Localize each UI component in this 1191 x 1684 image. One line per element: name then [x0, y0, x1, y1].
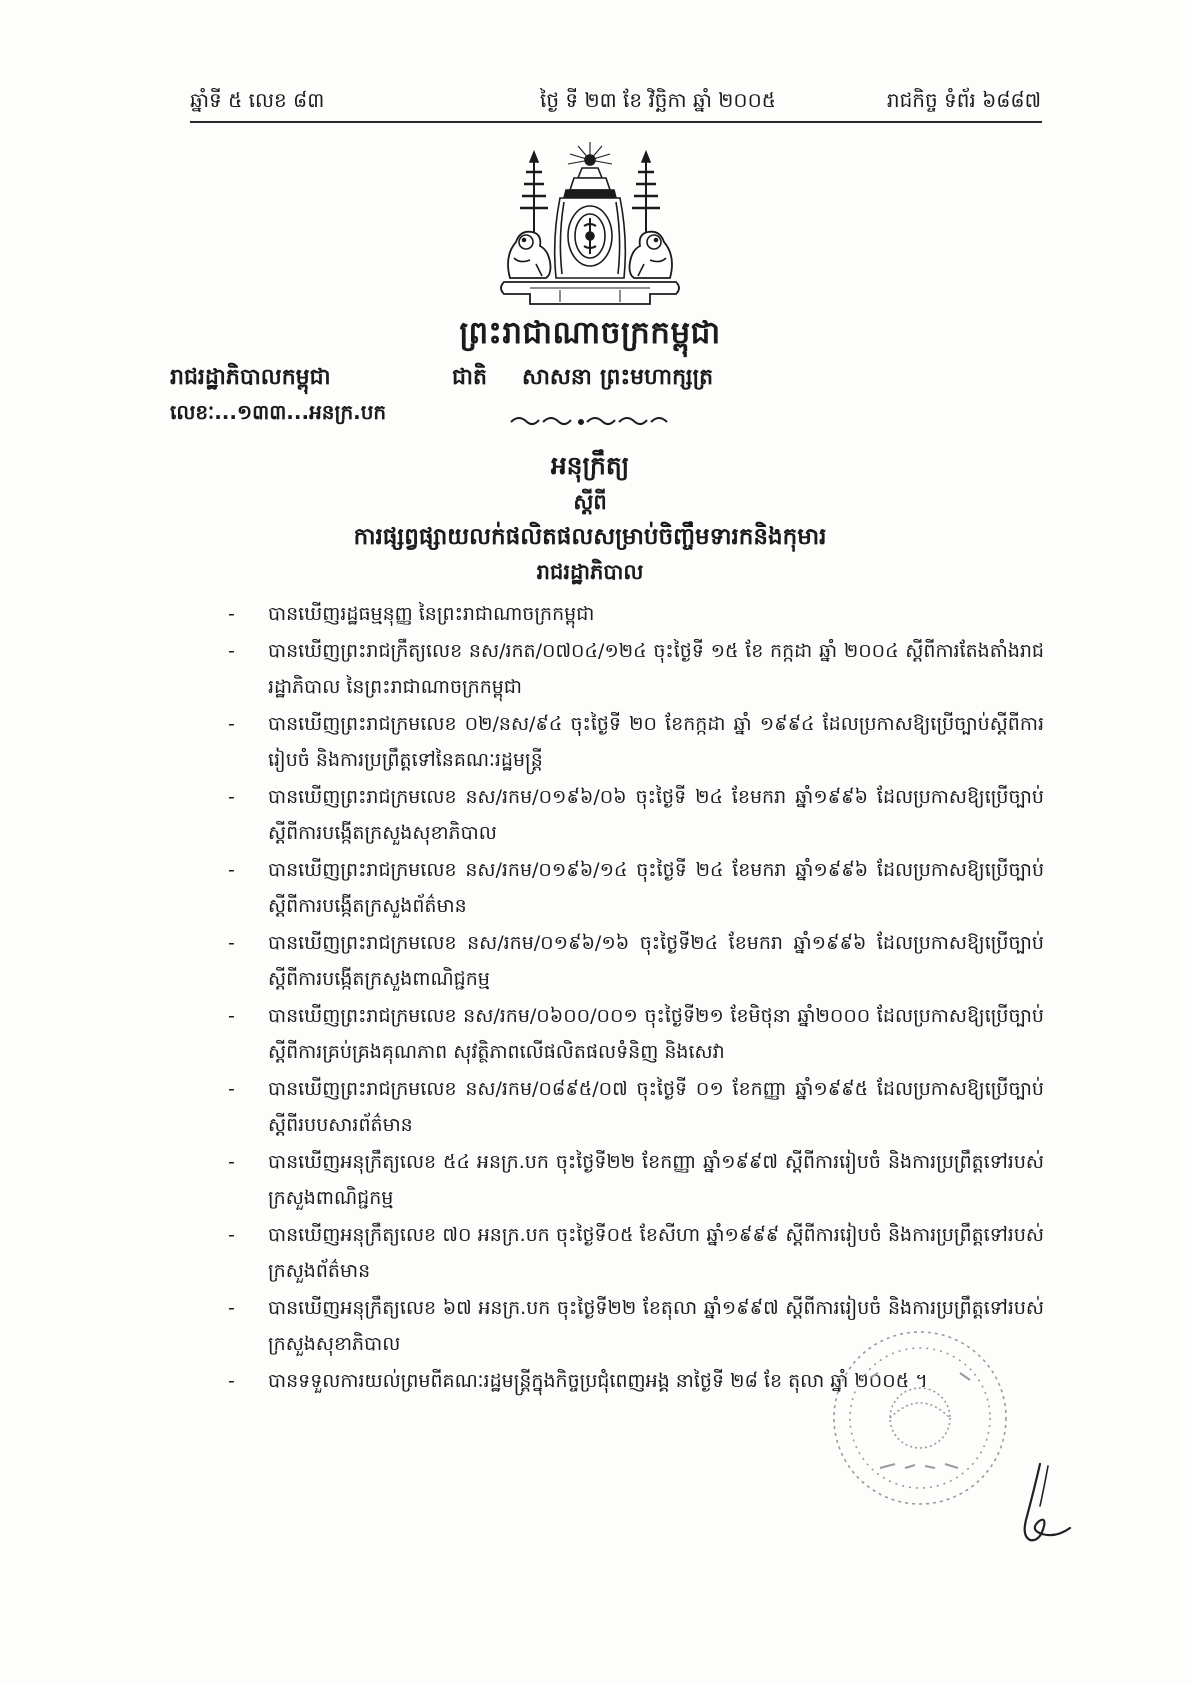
consideration-text: បានឃើញអនុក្រឹត្យលេខ ៥៤ អនក្រ.បក ចុះថ្ងៃទី២២ ខែកញ្ញា ឆ្នាំ១៩៩៧ ស្តីពីការរៀបចំ និងការប្រព្រឹត្តទៅរបស់ក្រសួងពាណិជ្ជកម្ម: [268, 1151, 1044, 1209]
motto-religion: សាសនា: [522, 365, 592, 390]
government-heading: រាជរដ្ឋាភិបាល: [536, 560, 644, 584]
list-item: [228, 1144, 1044, 1216]
list-item: [228, 779, 1044, 851]
consideration-text: បានឃើញព្រះរាជក្រមលេខ នស/រកម/០១៩៦/១៤ ចុះថ្ងៃទី ២៤ ខែមករា ឆ្នាំ១៩៩៦ ដែលប្រកាសឱ្យប្រើច្បាប់ស្តីពីការបង្កើតក្រសួងព័ត៌មាន: [268, 859, 1044, 917]
bullet-dash: -: [228, 932, 235, 954]
consideration-text: បានឃើញព្រះរាជក្រមលេខ នស/រកម/០៨៩៥/០៧ ចុះថ្ងៃទី ០១ ខែកញ្ញា ឆ្នាំ១៩៩៥ ដែលប្រកាសឱ្យប្រើច្បាប់ ស្តីពីរបបសារព័ត៌មាន: [268, 1078, 1044, 1136]
bullet-dash: -: [228, 1078, 235, 1100]
gazette-page-number: រាជកិច្ច ទំព័រ ៦៨៨៧: [886, 88, 1041, 112]
list-item: [228, 1217, 1044, 1289]
bullet-dash: -: [228, 1005, 235, 1027]
list-item: [228, 998, 1044, 1070]
handwritten-signature-icon: [1000, 1460, 1080, 1550]
kingdom-title: ព្រះរាជាណាចក្រកម្ពុជា: [459, 315, 721, 351]
consideration-text: បានឃើញព្រះរាជក្រឹត្យលេខ នស/រកត/០៧០៤/១២៤ ចុះថ្ងៃទី ១៥ ខែ កក្កដា ឆ្នាំ ២០០៤ ស្តីពីការតែងតាំងរាជរដ្ឋាភិបាល នៃព្រះរាជាណាចក្រកម្ពុជា: [268, 640, 1044, 698]
bullet-dash: -: [228, 1297, 235, 1319]
bullet-dash: -: [228, 640, 235, 662]
ornament-divider-icon: [505, 412, 675, 430]
consideration-text: បានឃើញព្រះរាជក្រមលេខ នស/រកម/០៦០០/០០១ ចុះថ្ងៃទី២១ ខែមិថុនា ឆ្នាំ២០០០ ដែលប្រកាសឱ្យប្រើច្បាប់ស្តីពីការគ្រប់គ្រងគុណភាព សុវត្ថិភាពលើផលិតផលទំនិញ និងសេវា: [268, 1005, 1044, 1063]
list-item: [228, 706, 1044, 778]
motto-nation: ជាតិ: [452, 365, 487, 390]
royal-coat-of-arms-icon: [490, 138, 690, 310]
bullet-dash: -: [228, 713, 235, 735]
issuing-authority: រាជរដ្ឋាភិបាលកម្ពុជា: [170, 365, 331, 390]
considerations-list: [228, 596, 1044, 1400]
gazette-issue: ឆ្នាំទី ៥ លេខ ៨៣: [190, 88, 325, 112]
official-seal-stamp-icon: [820, 1318, 1020, 1518]
bullet-dash: -: [228, 603, 235, 625]
header-divider: [190, 121, 1042, 123]
consideration-text: បានឃើញអនុក្រឹត្យលេខ ៦៧ អនក្រ.បក ចុះថ្ងៃទី២២ ខែតុលា ឆ្នាំ១៩៩៧ ស្តីពីការរៀបចំ និងការប្រព្រឹត្តទៅរបស់ក្រសួងសុខាភិបាល: [268, 1297, 1044, 1355]
consideration-text: បានឃើញព្រះរាជក្រមលេខ នស/រកម/០១៩៦/១៦ ចុះថ្ងៃទី២៤ ខែមករា ឆ្នាំ១៩៩៦ ដែលប្រកាសឱ្យប្រើច្បាប់ស្តីពីការបង្កើតក្រសួងពាណិជ្ជកម្ម: [268, 932, 1044, 990]
about-label: ស្តីពី: [573, 490, 607, 514]
list-item: [228, 633, 1044, 705]
consideration-text: បានឃើញព្រះរាជក្រមលេខ ០២/នស/៩៤ ចុះថ្ងៃទី ២០ ខែកក្កដា ឆ្នាំ ១៩៩៤ ដែលប្រកាសឱ្យប្រើច្បាប់ស្តីពីការរៀបចំ និងការប្រព្រឹត្តទៅនៃគណៈរដ្ឋមន្ត្រី: [268, 713, 1044, 771]
list-item: [228, 852, 1044, 924]
consideration-text: បានឃើញរដ្ឋធម្មនុញ្ញ នៃព្រះរាជាណាចក្រកម្ពុជា: [268, 603, 595, 625]
bullet-dash: -: [228, 1370, 235, 1392]
list-item: [228, 925, 1044, 997]
document-subject: ការផ្សព្វផ្សាយលក់ផលិតផលសម្រាប់ចិញ្ចឹមទារកនិងកុមារ: [353, 524, 827, 550]
gazette-date: ថ្ងៃ ទី ២៣ ខែ វិច្ឆិកា ឆ្នាំ ២០០៥: [540, 88, 776, 112]
consideration-text: បានឃើញអនុក្រឹត្យលេខ ៧០ អនក្រ.បក ចុះថ្ងៃទី០៥ ខែសីហា ឆ្នាំ១៩៩៩ ស្តីពីការរៀបចំ និងការប្រព្រឹត្តទៅរបស់ក្រសួងព័ត៌មាន: [268, 1224, 1044, 1282]
motto-king: ព្រះមហាក្សត្រ: [600, 365, 714, 390]
bullet-dash: -: [228, 1151, 235, 1173]
consideration-text: បានឃើញព្រះរាជក្រមលេខ នស/រកម/០១៩៦/០៦ ចុះថ្ងៃទី ២៤ ខែមករា ឆ្នាំ១៩៩៦ ដែលប្រកាសឱ្យប្រើច្បាប់ស្តីពីការបង្កើតក្រសួងសុខាភិបាល: [268, 786, 1044, 844]
bullet-dash: -: [228, 786, 235, 808]
document-type: អនុក្រឹត្យ: [550, 451, 630, 480]
list-item: [228, 1071, 1044, 1143]
list-item: [228, 596, 1044, 632]
bullet-dash: -: [228, 1224, 235, 1246]
consideration-text: បានទទួលការយល់ព្រមពីគណៈរដ្ឋមន្ត្រីក្នុងកិច្ចប្រជុំពេញអង្គ នាថ្ងៃទី ២៨ ខែ តុលា ឆ្នាំ ២០០៥ ។: [268, 1370, 928, 1392]
bullet-dash: -: [228, 859, 235, 881]
reference-number: លេខៈ...១៣៣...អនក្រ.បក: [170, 400, 387, 424]
